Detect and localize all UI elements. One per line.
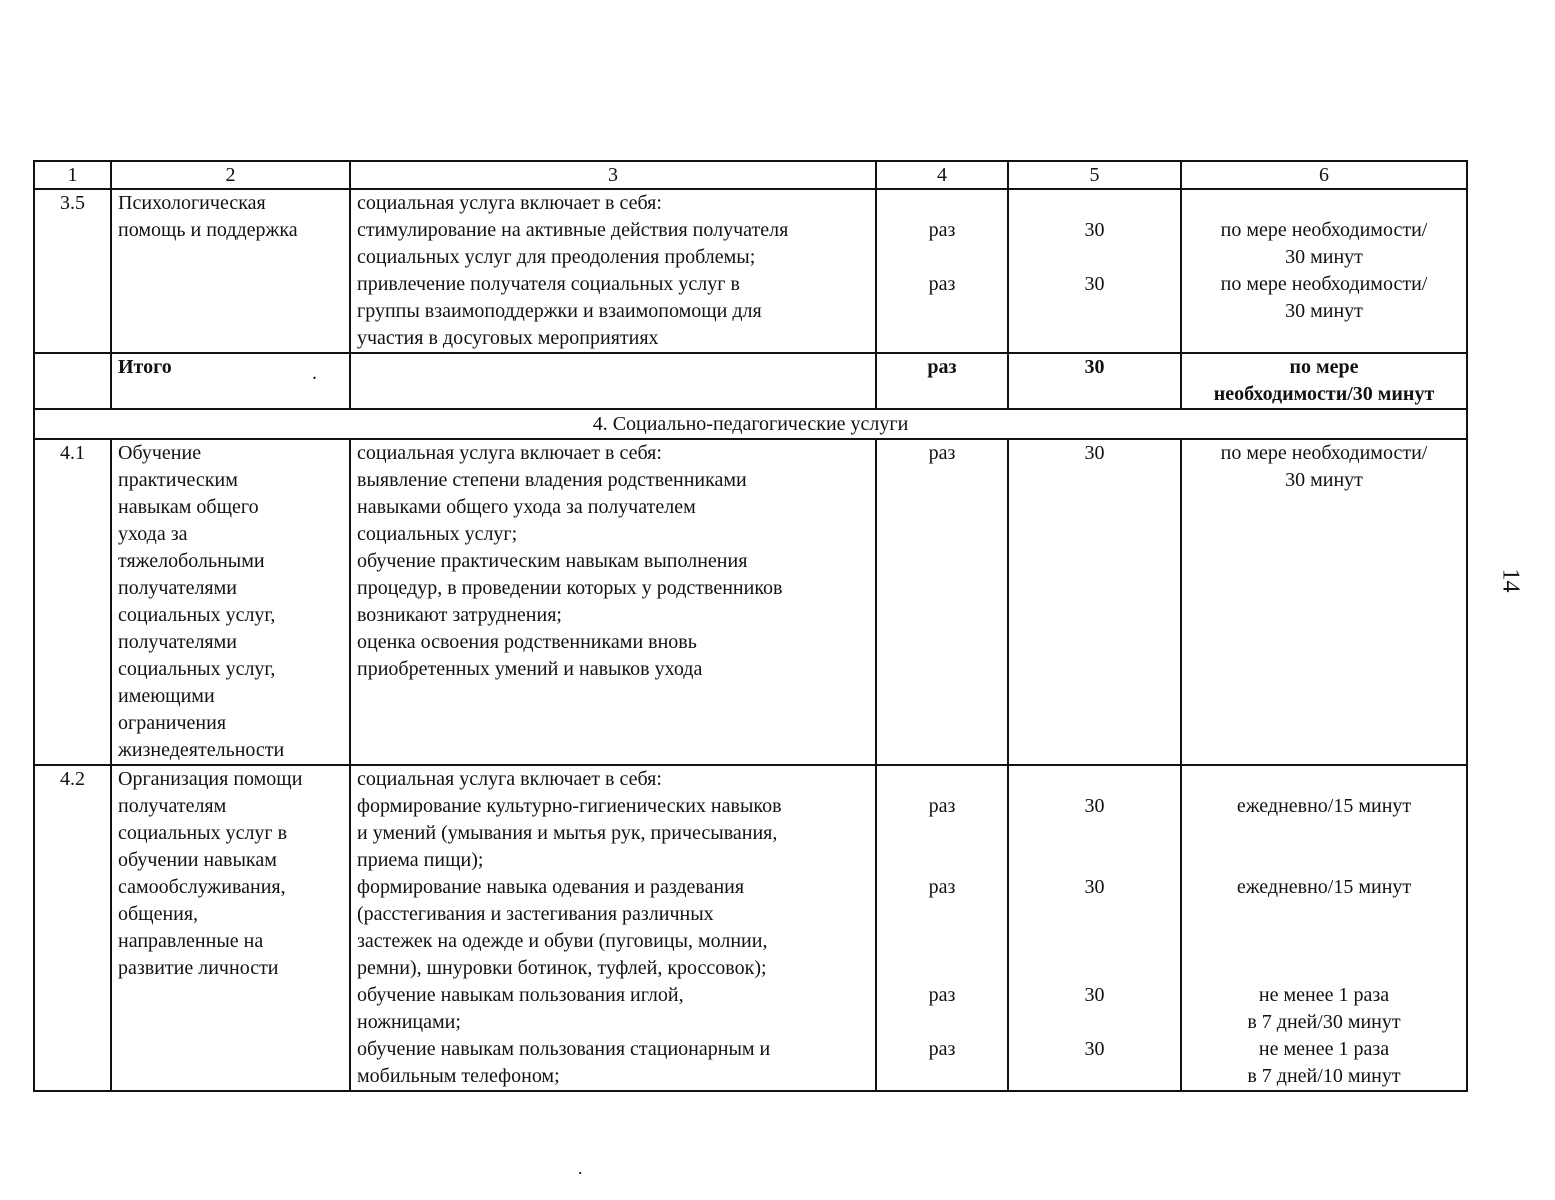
services-table	[33, 160, 1468, 1092]
total-frequency: по мере необходимости/30 минут	[1181, 353, 1467, 409]
frequency-cell: по мере необходимости/ 30 минут	[1181, 439, 1467, 765]
header-col-3: 3	[350, 161, 876, 189]
page-number: 14	[1497, 568, 1524, 593]
row-number: 4.2	[34, 765, 111, 1091]
service-name: Организация помощи получателям социальных услуг в обучении навыкам самообслуживания, общения, направленные на развитие личности	[111, 765, 350, 1091]
header-row	[34, 161, 1467, 189]
section-heading-row	[34, 409, 1467, 439]
row-number: 4.1	[34, 439, 111, 765]
stray-mark: .	[312, 362, 317, 384]
service-description: социальная услуга включает в себя: стимулирование на активные действия получателя социальных услуг для преодоления проблемы; привлечение получателя социальных услуг в группы взаимоподдержки и взаимопомощи для участия в досуговых мероприятиях	[350, 189, 876, 353]
total-label: Итого .	[111, 353, 350, 409]
unit-cell: раз раз	[876, 189, 1008, 353]
header-col-2: 2	[111, 161, 350, 189]
service-name: Обучение практическим навыкам общего ухода за тяжелобольными получателями социальных услуг, получателями социальных услуг, имеющими ограничения жизнедеятельности	[111, 439, 350, 765]
unit-cell: раз	[876, 439, 1008, 765]
frequency-cell: по мере необходимости/ 30 минут по мере необходимости/ 30 минут	[1181, 189, 1467, 353]
header-col-1: 1	[34, 161, 111, 189]
unit-cell: раз раз раз раз	[876, 765, 1008, 1091]
count-cell: 30	[1008, 439, 1181, 765]
table-row-3-5	[34, 189, 1467, 353]
total-row	[34, 353, 1467, 409]
count-cell: 30 30 30 30	[1008, 765, 1181, 1091]
section-title: 4. Социально-педагогические услуги	[34, 409, 1467, 439]
header-col-5: 5	[1008, 161, 1181, 189]
total-count: 30	[1008, 353, 1181, 409]
total-unit: раз	[876, 353, 1008, 409]
service-description: социальная услуга включает в себя: формирование культурно-гигиенических навыков и умений (умывания и мытья рук, причесывания, приема пищи); формирование навыка одевания и раздевания (расстегивания и застегивания различных застежек на одежде и обуви (пуговицы, молнии, ремни), шнуровки ботинок, туфлей, кроссовок); обучение навыкам пользования иглой, ножницами; обучение навыкам пользования стационарным и мобильным телефоном;	[350, 765, 876, 1091]
footer-mark: .	[578, 1158, 583, 1178]
table-row-4-1	[34, 439, 1467, 765]
frequency-cell: ежедневно/15 минут ежедневно/15 минут не менее 1 раза в 7 дней/30 минут не менее 1 раза в 7 дней/10 минут	[1181, 765, 1467, 1091]
services-table-page	[33, 160, 1466, 1092]
header-col-4: 4	[876, 161, 1008, 189]
count-cell: 30 30	[1008, 189, 1181, 353]
row-number: 3.5	[34, 189, 111, 353]
service-name: Психологическая помощь и поддержка	[111, 189, 350, 353]
table-row-4-2	[34, 765, 1467, 1091]
service-description: социальная услуга включает в себя: выявление степени владения родственниками навыками общего ухода за получателем социальных услуг; обучение практическим навыкам выполнения процедур, в проведении которых у родственников возникают затруднения; оценка освоения родственниками вновь приобретенных умений и навыков ухода	[350, 439, 876, 765]
header-col-6: 6	[1181, 161, 1467, 189]
